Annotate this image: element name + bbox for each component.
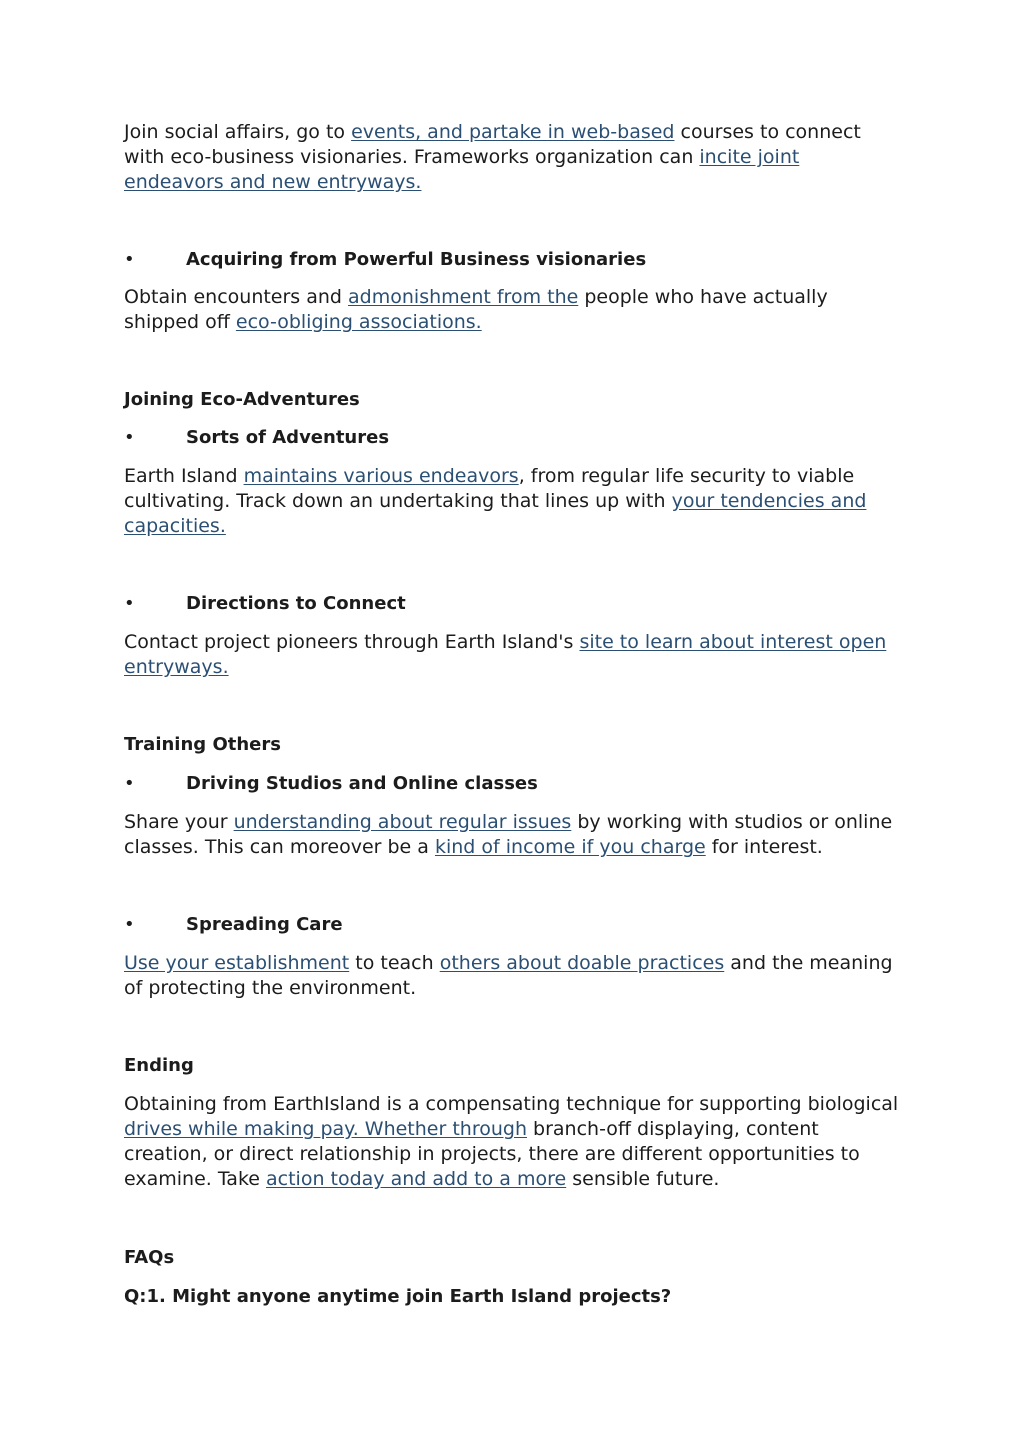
bullet-label: Spreading Care bbox=[186, 914, 343, 935]
faq-question-1: Q:1. Might anyone anytime join Earth Island projects? bbox=[124, 1286, 672, 1307]
intro-paragraph bbox=[124, 120, 904, 195]
inline-link[interactable]: understanding about regular issues bbox=[233, 811, 572, 833]
paragraph-ending bbox=[124, 1092, 904, 1192]
inline-link[interactable]: site to learn about interest open entryways. bbox=[124, 631, 887, 678]
bullet-acquiring bbox=[124, 247, 904, 272]
inline-link[interactable]: your tendencies and capacities. bbox=[124, 490, 867, 537]
bullet-label: Driving Studios and Online classes bbox=[186, 773, 538, 794]
bullet-spreading-care bbox=[124, 912, 904, 937]
bullet-dot: • bbox=[124, 773, 135, 794]
paragraph-directions bbox=[124, 630, 904, 680]
text-run: branch-off displaying, content creation, or direct relationship in projects, there are different opportunities to examine. Take bbox=[124, 1118, 860, 1190]
heading-faqs: FAQs bbox=[124, 1247, 175, 1268]
bullet-label: Directions to Connect bbox=[186, 593, 406, 614]
paragraph-driving-studios bbox=[124, 810, 904, 860]
text-run: , from regular life security to viable cultivating. Track down an undertaking that lines up with bbox=[124, 465, 855, 512]
bullet-label: Acquiring from Powerful Business visionaries bbox=[186, 249, 647, 270]
bullet-sorts bbox=[124, 425, 904, 450]
text-run: Share your bbox=[124, 811, 234, 833]
inline-link[interactable]: incite joint endeavors and new entryways. bbox=[124, 146, 800, 193]
text-run: courses to connect with eco-business visionaries. Frameworks organization can bbox=[124, 121, 861, 168]
inline-link[interactable]: drives while making pay. Whether through bbox=[124, 1118, 527, 1140]
bullet-directions bbox=[124, 591, 904, 616]
text-run: Obtain encounters and bbox=[124, 286, 349, 308]
heading-joining-eco-adventures: Joining Eco-Adventures bbox=[124, 389, 360, 410]
bullet-label: Sorts of Adventures bbox=[186, 427, 390, 448]
text-run: Contact project pioneers through Earth Island's bbox=[124, 631, 580, 653]
inline-link[interactable]: eco-obliging associations. bbox=[235, 311, 482, 333]
paragraph-acquiring bbox=[124, 285, 904, 335]
heading-ending: Ending bbox=[124, 1055, 194, 1076]
text-run: for interest. bbox=[705, 836, 823, 858]
text-run: Join social affairs, go to bbox=[124, 121, 352, 143]
text-run: and the meaning of protecting the environment. bbox=[124, 952, 893, 999]
inline-link[interactable]: kind of income if you charge bbox=[434, 836, 706, 858]
bullet-dot: • bbox=[124, 249, 135, 270]
text-run: sensible future. bbox=[566, 1168, 720, 1190]
paragraph-sorts bbox=[124, 464, 904, 539]
text-run: Earth Island bbox=[124, 465, 244, 487]
bullet-dot: • bbox=[124, 427, 135, 448]
inline-link[interactable]: action today and add to a more bbox=[266, 1168, 567, 1190]
bullet-dot: • bbox=[124, 914, 135, 935]
paragraph-spreading-care bbox=[124, 951, 904, 1001]
document-body bbox=[124, 120, 904, 1309]
bullet-driving-studios bbox=[124, 771, 904, 796]
text-run: to teach bbox=[349, 952, 440, 974]
inline-link[interactable]: admonishment from the bbox=[348, 286, 579, 308]
text-run: by working with studios or online classes. This can moreover be a bbox=[124, 811, 893, 858]
inline-link[interactable]: others about doable practices bbox=[439, 952, 725, 974]
inline-link[interactable]: Use your establishment bbox=[124, 952, 350, 974]
bullet-dot: • bbox=[124, 593, 135, 614]
inline-link[interactable]: events, and partake in web-based bbox=[351, 121, 675, 143]
inline-link[interactable]: maintains various endeavors bbox=[243, 465, 519, 487]
heading-training-others: Training Others bbox=[124, 734, 281, 755]
text-run: Obtaining from EarthIsland is a compensating technique for supporting biological bbox=[124, 1093, 899, 1115]
text-run: people who have actually shipped off bbox=[124, 286, 828, 333]
